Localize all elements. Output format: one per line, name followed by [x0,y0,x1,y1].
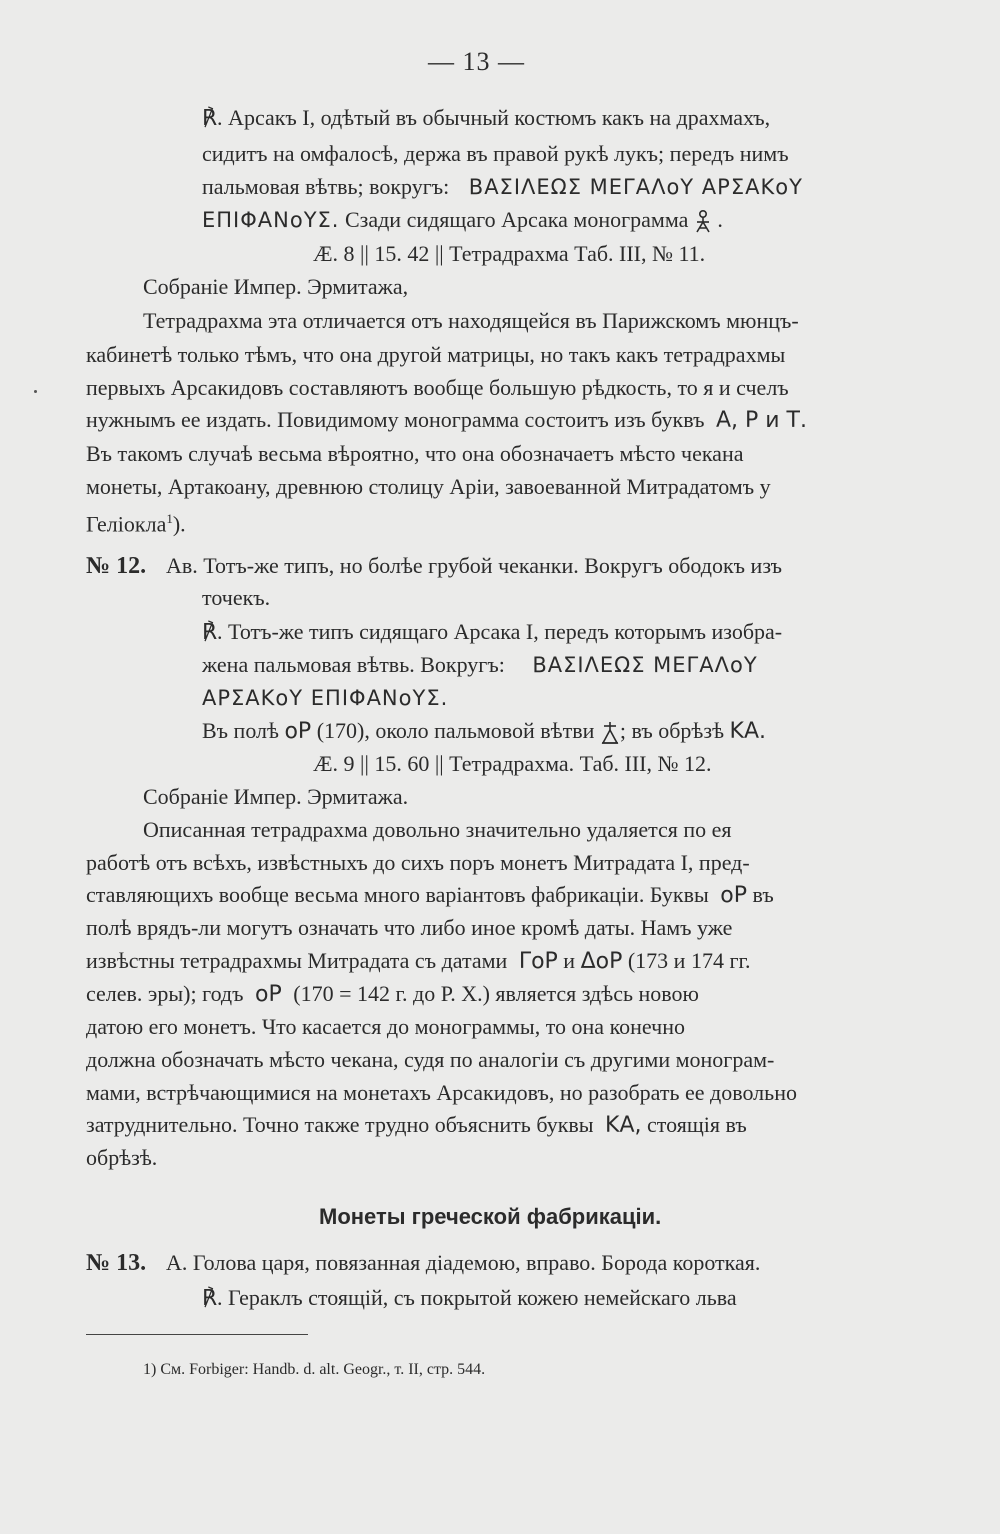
text: полѣ врядъ-ли могутъ означать что либо иное кромѣ даты. Намъ уже [86,915,733,940]
text-line [202,140,887,168]
text-line [86,440,887,468]
text-line [86,914,887,942]
text-line [143,816,887,844]
text: первыхъ Арсакидовъ составляютъ вообще большую рѣдкость, то я и счелъ [86,375,789,400]
greek-legend: ΑΡΣΑΚοΥ ΕΠΙΦΑΝοΥΣ. [202,686,449,710]
text: (170 = 142 г. до Р. Х.) является здѣсь новою [293,981,699,1006]
monogram-icon [694,209,712,235]
greek-legend: ΒΑΣΙΛΕΩΣ ΜΕΓΑΛοΥ [532,653,758,677]
text: стоящія въ [647,1112,747,1137]
text: работѣ отъ всѣхъ, извѣстныхъ до сихъ поръ монетъ Митрадата I, пред- [86,850,750,875]
text: Въ полѣ [202,718,279,743]
text: извѣстны тетрадрахмы Митрадата съ датами [86,948,508,973]
text: мами, встрѣчающимися на монетахъ Арсакидовъ, но разобрать ее довольно [86,1080,797,1105]
text: ставляющихъ вообще весьма много варіантовъ фабрикаціи. Буквы [86,882,709,907]
greek-legend: ΒΑΣΙΛΕΩΣ ΜΕΓΑΛοΥ ΑΡΣΑΚοΥ [468,175,803,199]
text-line [86,473,887,501]
text: . [717,207,723,232]
text: Тетрадрахма эта отличается отъ находящейся въ Парижскомъ мюнцъ- [143,308,799,333]
footnote-ref: 1 [166,511,173,526]
text-line [202,618,782,646]
text-line [202,684,448,712]
text: обрѣзѣ. [86,1145,158,1170]
text: жена пальмовая вѣтвь. Вокругъ: [202,652,505,677]
text: точекъ. [202,585,271,610]
text: въ [752,882,774,907]
text: Въ такомъ случаѣ весьма вѣроятно, что она обозначаетъ мѣсто чекана [86,441,744,466]
text-line [86,980,699,1009]
text: датою его монетъ. Что касается до монограммы, то она конечно [86,1014,685,1039]
greek-letters: ΔοΡ [580,949,623,974]
text: Геліокла [86,511,167,537]
text: затруднительно. Точно также трудно объяснить буквы [86,1112,594,1137]
text-line [86,1111,747,1140]
text-line [86,1079,887,1107]
greek-letters: ΓοΡ [518,949,558,974]
text-line [86,374,887,402]
greek-letters: ΚΑ, [605,1113,642,1138]
text-line [86,881,774,910]
text-line [86,505,186,538]
text-line [143,273,408,301]
text: ℟. Арсакъ I, одѣтый въ обычный костюмъ какъ на драхмахъ, [202,105,771,130]
entry-number: № 12. [86,553,147,579]
monogram-icon [600,720,620,746]
text: (173 и 174 гг. [627,948,751,973]
text-line [202,206,723,235]
entry-number: № 13. [86,1250,147,1276]
text: Ав. Тотъ-же типъ, но болѣе грубой чеканки. Вокругъ ободокъ изъ [166,553,783,578]
text-line [86,1046,887,1074]
footnote-rule [86,1334,308,1335]
text-line [313,240,705,268]
text-line [86,947,751,976]
text-line [202,584,270,612]
greek-letters: οΡ [284,719,312,744]
text: ℟. Тотъ-же типъ сидящаго Арсака I, передъ которымъ изобра- [202,619,783,644]
text: (170), около пальмовой вѣтви [316,718,595,743]
text-line [202,651,758,679]
text: Æ. 8 || 15. 42 || Тетрадрахма Таб. III, № 11. [313,241,706,266]
text: сидитъ на омфалосѣ, держа въ правой рукѣ лукъ; передъ нимъ [202,141,789,166]
page-number: — 13 — [428,47,525,76]
section-heading: Монеты греческой фабрикаціи. [319,1204,662,1229]
footnote: 1) См. Forbiger: Handb. d. alt. Geogr., т. II, стр. 544. [143,1361,486,1378]
text-line [86,1013,887,1041]
text-line [143,307,887,335]
text: ). [172,511,186,537]
greek-letters: ΚΑ. [729,719,766,744]
text: Описанная тетрадрахма довольно значительно удаляется по ея [143,817,732,842]
text-line [166,552,782,580]
text: Сзади сидящаго Арсака монограмма [344,207,689,232]
text-line [202,104,887,132]
text-line [313,750,712,778]
text: А. Голова царя, повязанная діадемою, вправо. Борода короткая. [166,1250,761,1275]
text-line [86,1144,157,1172]
text: ; въ обрѣзѣ [619,718,725,743]
text: Æ. 9 || 15. 60 || Тетрадрахма. Таб. III, № 12. [313,751,712,776]
page-speck [34,390,37,393]
text: селев. эры); годъ [86,981,244,1006]
text-line [86,849,887,877]
text: пальмовая вѣтвь; вокругъ: [202,174,450,199]
text: ℟. Гераклъ стоящій, съ покрытой кожею немейскаго льва [202,1285,737,1310]
text: Собраніе Импер. Эрмитажа, [143,274,409,299]
text: и [563,948,576,973]
text-line [202,1284,737,1312]
text-line [86,406,807,435]
greek-legend: ΕΠΙΦΑΝοΥΣ. [202,208,340,232]
text-line [166,1249,760,1277]
text: Собраніе Импер. Эрмитажа. [143,784,409,809]
text: должна обозначать мѣсто чекана, судя по аналогіи съ другими монограм- [86,1047,775,1072]
text-line [143,783,408,811]
text: Α, Ρ и Τ. [715,408,807,433]
text: кабинетѣ только тѣмъ, что она другой матрицы, но такъ какъ тетрадрахмы [86,342,786,367]
text: монеты, Артакоану, древнюю столицу Аріи, завоеванной Митрадатомъ у [86,474,771,499]
text: нужнымъ ее издать. Повидимому монограмма состоитъ изъ буквъ [86,407,705,432]
greek-letters: οΡ [720,883,748,908]
greek-letters: οΡ [255,982,282,1007]
text-line [202,173,803,201]
text-line [86,341,887,369]
text-line [202,717,766,746]
